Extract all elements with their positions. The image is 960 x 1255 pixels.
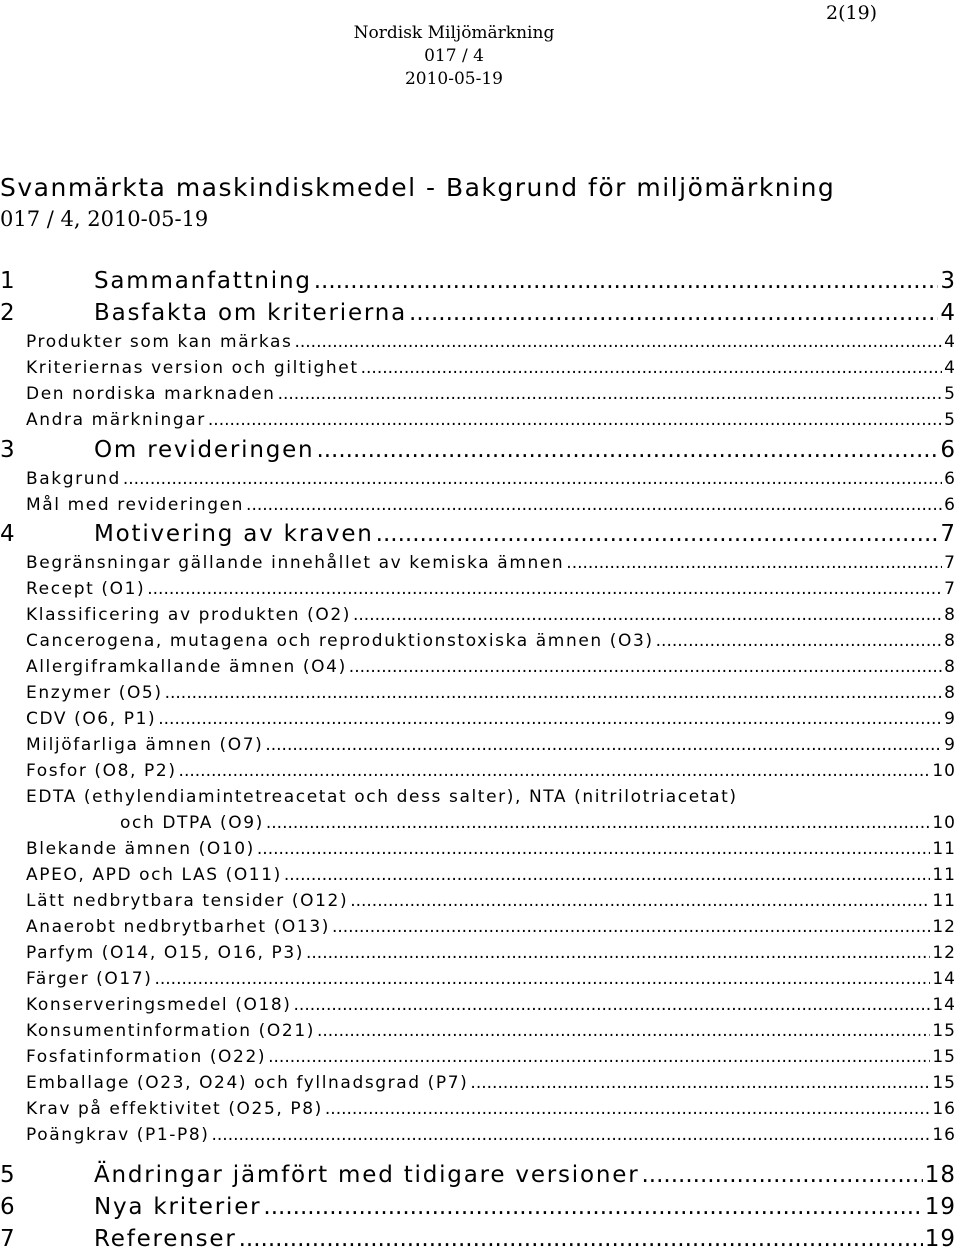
toc-entry-title: Basfakta om kriterierna [94, 300, 408, 326]
toc-entry-title-line: EDTA (ethylendiamintetreacetat och dess salter), NTA (nitrilotriacetat) [26, 787, 738, 807]
toc-entry-title: Cancerogena, mutagena och reproduktionstoxiska ämnen (O3) [26, 631, 654, 651]
toc-entry-number: 2 [0, 300, 17, 326]
toc-dot-leader [316, 434, 938, 466]
toc-entry-page: 5 [944, 384, 956, 404]
toc-dot-leader [263, 1191, 922, 1223]
toc-entry-number: 5 [0, 1162, 17, 1188]
toc-entry-page: 6 [940, 437, 956, 463]
toc-entry-page: 4 [940, 300, 956, 326]
toc-entry-title: och DTPA (O9) [120, 813, 264, 833]
page-number: 2(19) [826, 2, 878, 24]
toc-subsection-entry[interactable] [0, 492, 956, 518]
toc-entry-title: Konsumentinformation (O21) [26, 1021, 315, 1041]
toc-entry-title: Miljöfarliga ämnen (O7) [26, 735, 264, 755]
toc-dot-leader [314, 265, 939, 297]
toc-entry-title: CDV (O6, P1) [26, 709, 157, 729]
toc-entry-title: Referenser [94, 1226, 237, 1252]
toc-entry-title: Produkter som kan märkas [26, 332, 293, 352]
toc-dot-leader [317, 1018, 930, 1044]
toc-entry-title: Parfym (O14, O15, O16, P3) [26, 943, 304, 963]
toc-entry-title: Andra märkningar [26, 410, 206, 430]
toc-subsection-entry[interactable] [0, 706, 956, 732]
toc-entry-page: 15 [932, 1073, 956, 1093]
toc-entry-page: 9 [944, 709, 956, 729]
toc-dot-leader [284, 862, 930, 888]
toc-entry-title: Krav på effektivitet (O25, P8) [26, 1099, 323, 1119]
toc-dot-leader [246, 492, 942, 518]
toc-subsection-entry[interactable] [0, 381, 956, 407]
toc-entry-page: 11 [932, 891, 956, 911]
toc-entry-title: Klassificering av produkten (O2) [26, 605, 351, 625]
toc-entry-title: Nya kriterier [94, 1194, 262, 1220]
toc-entry-page: 15 [932, 1021, 956, 1041]
toc-entry-title: Enzymer (O5) [26, 683, 163, 703]
toc-subsection-entry[interactable] [0, 992, 956, 1018]
toc-entry-page: 14 [932, 969, 956, 989]
toc-entry-page: 3 [940, 268, 956, 294]
toc-dot-leader [470, 1070, 930, 1096]
toc-entry-title: Kriteriernas version och giltighet [26, 358, 359, 378]
toc-subsection-entry[interactable] [0, 628, 956, 654]
toc-entry-title: Den nordiska marknaden [26, 384, 276, 404]
header-date: 2010-05-19 [404, 69, 503, 89]
toc-entry-page: 7 [944, 579, 956, 599]
toc-entry-title: Om revideringen [94, 437, 315, 463]
toc-entry-page: 4 [944, 358, 956, 378]
toc-entry-title: Fosfor (O8, P2) [26, 761, 177, 781]
toc-subsection-entry[interactable] [0, 654, 956, 680]
toc-dot-leader [376, 518, 939, 550]
toc-entry-page: 12 [932, 943, 956, 963]
toc-section-entry[interactable] [0, 1159, 956, 1191]
toc-dot-leader [265, 732, 942, 758]
toc-entry-page: 11 [932, 839, 956, 859]
toc-entry-page: 8 [944, 631, 956, 651]
toc-entry-title: Sammanfattning [94, 268, 312, 294]
toc-subsection-entry[interactable] [0, 466, 956, 492]
toc-entry-page: 15 [932, 1047, 956, 1067]
toc-dot-leader [332, 914, 930, 940]
toc-dot-leader [306, 940, 930, 966]
toc-entry-page: 7 [944, 553, 956, 573]
toc-entry-title: Konserveringsmedel (O18) [26, 995, 292, 1015]
toc-dot-leader [350, 888, 930, 914]
toc-entry-page: 12 [932, 917, 956, 937]
toc-subsection-entry[interactable] [0, 966, 956, 992]
document-subtitle: 017 / 4, 2010-05-19 [0, 207, 209, 231]
toc-dot-leader [239, 1223, 923, 1255]
toc-dot-leader [361, 355, 943, 381]
toc-subsection-entry[interactable] [0, 758, 956, 784]
toc-dot-leader [211, 1122, 930, 1148]
toc-dot-leader [278, 381, 943, 407]
toc-dot-leader [641, 1159, 922, 1191]
toc-entry-page: 9 [944, 735, 956, 755]
toc-subsection-entry[interactable] [0, 1096, 956, 1122]
toc-dot-leader [353, 602, 942, 628]
toc-subsection-entry[interactable] [0, 888, 956, 914]
toc-entry-page: 11 [932, 865, 956, 885]
toc-subsection-entry[interactable] [0, 1070, 956, 1096]
toc-dot-leader [294, 992, 931, 1018]
toc-subsection-entry[interactable] [0, 810, 956, 836]
toc-entry-page: 10 [932, 761, 956, 781]
toc-entry-number: 6 [0, 1194, 17, 1220]
toc-subsection-entry[interactable] [0, 1044, 956, 1070]
toc-dot-leader [165, 680, 943, 706]
toc-entry-title: Mål med revideringen [26, 495, 245, 515]
toc-subsection-entry[interactable] [0, 680, 956, 706]
toc-entry-title: Blekande ämnen (O10) [26, 839, 255, 859]
toc-entry-title: Färger (O17) [26, 969, 153, 989]
toc-subsection-entry[interactable] [0, 407, 956, 433]
header-doc-number: 017 / 4 [424, 46, 484, 66]
toc-dot-leader [294, 329, 942, 355]
toc-subsection-entry[interactable] [0, 576, 956, 602]
toc-dot-leader [349, 654, 942, 680]
toc-entry-page: 6 [944, 495, 956, 515]
toc-entry-page: 19 [924, 1194, 956, 1220]
toc-entry-number: 4 [0, 521, 17, 547]
toc-section-entry[interactable] [0, 434, 956, 466]
toc-entry-page: 14 [932, 995, 956, 1015]
toc-section-entry[interactable] [0, 1191, 956, 1223]
toc-entry-title: APEO, APD och LAS (O11) [26, 865, 282, 885]
toc-dot-leader [147, 576, 942, 602]
toc-entry-number: 1 [0, 268, 17, 294]
toc-subsection-entry[interactable] [0, 329, 956, 355]
toc-entry-page: 5 [944, 410, 956, 430]
toc-subsection-entry[interactable] [0, 862, 956, 888]
toc-entry-title: Motivering av kraven [94, 521, 374, 547]
toc-dot-leader [123, 466, 942, 492]
toc-dot-leader [566, 550, 942, 576]
toc-entry-number: 3 [0, 437, 17, 463]
toc-entry-page: 10 [932, 813, 956, 833]
toc-dot-leader [158, 706, 942, 732]
document-title: Svanmärkta maskindiskmedel - Bakgrund för miljömärkning [0, 173, 836, 202]
toc-subsection-entry[interactable] [0, 355, 956, 381]
toc-entry-title: Poängkrav (P1-P8) [26, 1125, 210, 1145]
toc-section-entry[interactable] [0, 265, 956, 297]
toc-entry-page: 8 [944, 605, 956, 625]
toc-entry-page: 16 [932, 1099, 956, 1119]
toc-dot-leader [257, 836, 930, 862]
toc-entry-title: Recept (O1) [26, 579, 146, 599]
toc-subsection-entry[interactable] [0, 602, 956, 628]
toc-entry-title: Allergiframkallande ämnen (O4) [26, 657, 347, 677]
toc-subsection-entry[interactable] [0, 914, 956, 940]
toc-entry-page: 18 [924, 1162, 956, 1188]
toc-subsection-entry[interactable] [0, 732, 956, 758]
toc-dot-leader [179, 758, 931, 784]
toc-entry-title: Ändringar jämfört med tidigare versioner [94, 1162, 640, 1188]
toc-entry-page: 8 [944, 657, 956, 677]
toc-entry-title: Begränsningar gällande innehållet av kemiska ämnen [26, 553, 565, 573]
header-organization: Nordisk Miljömärkning [353, 23, 555, 43]
toc-dot-leader [266, 810, 931, 836]
toc-dot-leader [409, 297, 938, 329]
toc-entry-title: Lätt nedbrytbara tensider (O12) [26, 891, 349, 911]
toc-entry-title: Fosfatinformation (O22) [26, 1047, 267, 1067]
toc-subsection-entry[interactable] [0, 836, 956, 862]
toc-subsection-entry[interactable] [0, 1122, 956, 1148]
toc-entry-page: 16 [932, 1125, 956, 1145]
toc-entry-page: 4 [944, 332, 956, 352]
toc-entry-page: 8 [944, 683, 956, 703]
toc-subsection-entry[interactable] [0, 940, 956, 966]
toc-dot-leader [208, 407, 942, 433]
toc-section-entry[interactable] [0, 1223, 956, 1255]
toc-entry-page: 7 [940, 521, 956, 547]
toc-entry-title: Emballage (O23, O24) och fyllnadsgrad (P7) [26, 1073, 469, 1093]
toc-dot-leader [154, 966, 930, 992]
toc-dot-leader [268, 1044, 930, 1070]
toc-dot-leader [325, 1096, 930, 1122]
toc-entry-title: Bakgrund [26, 469, 121, 489]
toc-entry-number: 7 [0, 1226, 17, 1252]
toc-section-entry[interactable] [0, 297, 956, 329]
toc-entry-title: Anaerobt nedbrytbarhet (O13) [26, 917, 330, 937]
toc-subsection-entry[interactable] [0, 550, 956, 576]
toc-dot-leader [656, 628, 943, 654]
toc-subsection-entry[interactable] [0, 1018, 956, 1044]
toc-entry-page: 6 [944, 469, 956, 489]
toc-entry-page: 19 [924, 1226, 956, 1252]
toc-section-entry[interactable] [0, 518, 956, 550]
